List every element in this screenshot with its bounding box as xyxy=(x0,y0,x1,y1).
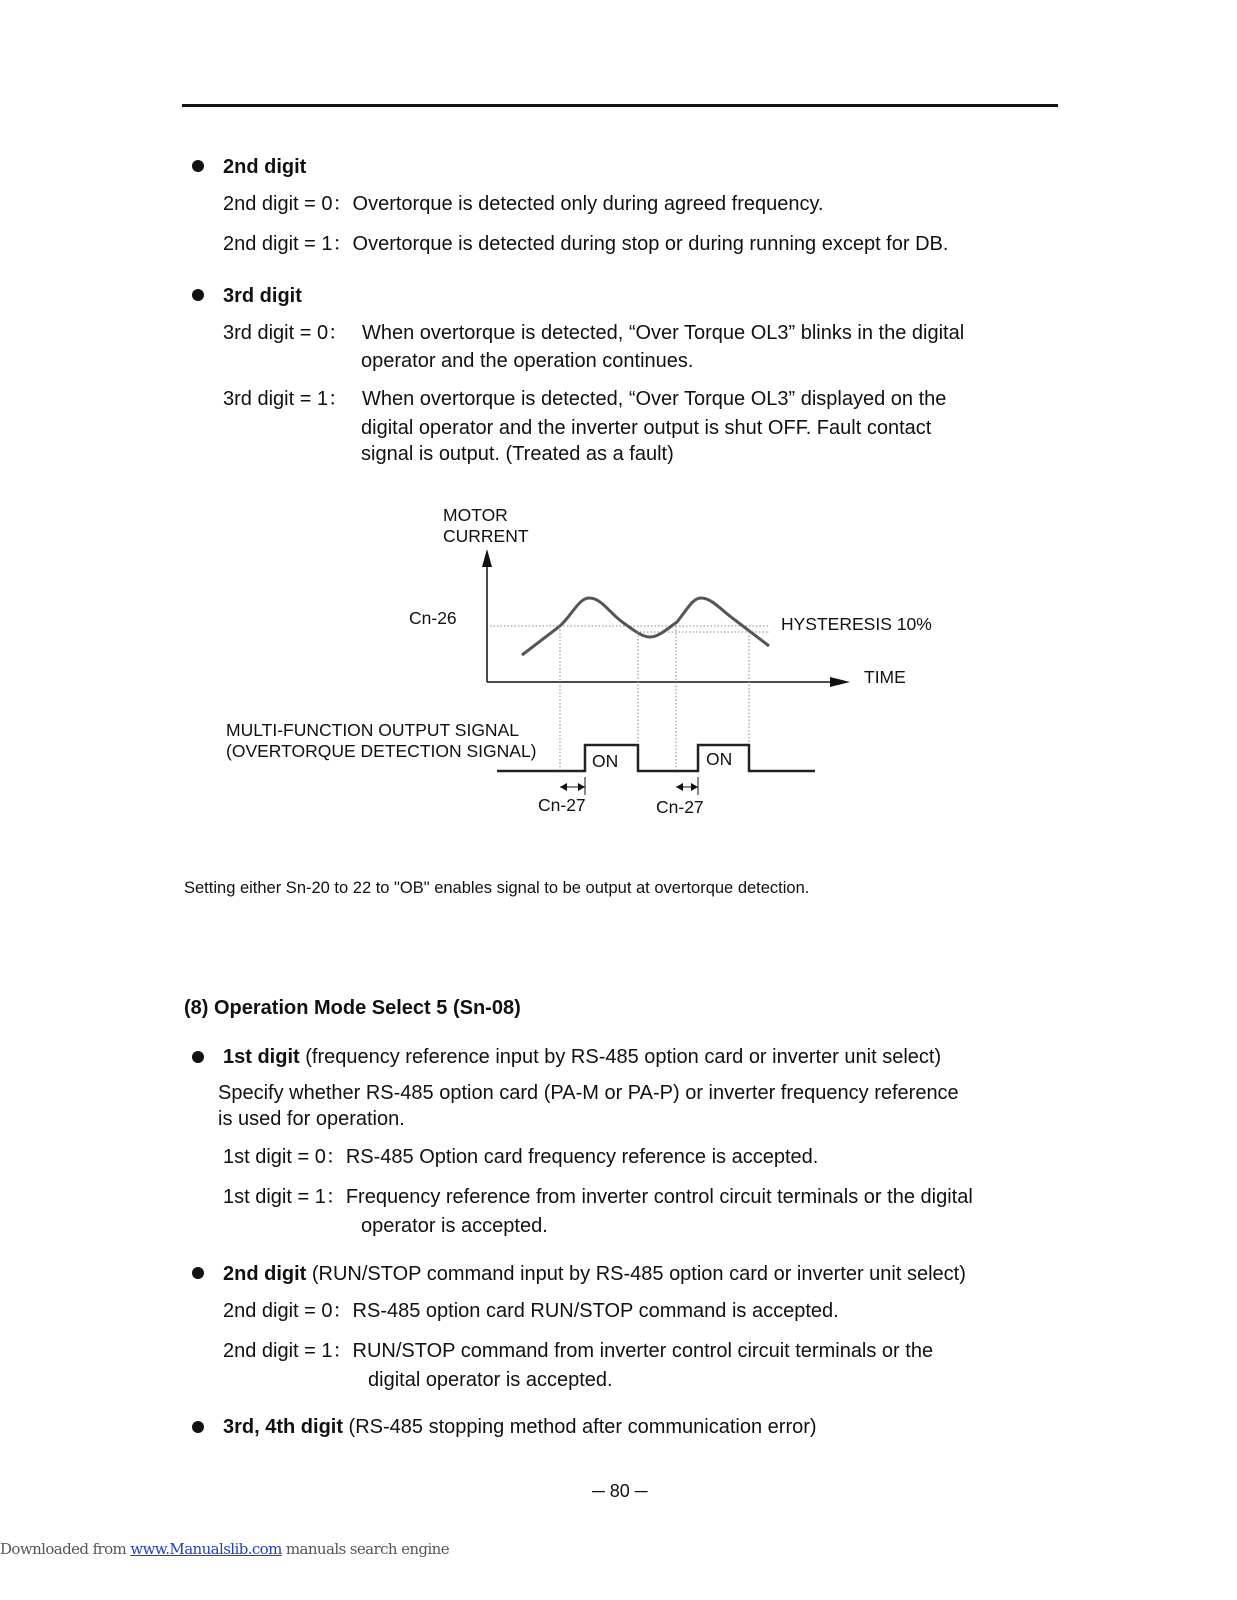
2nd-digit-1-text: 2nd digit = 1：Overtorque is detected during stop or during running except for DB. xyxy=(223,233,949,255)
arrow-right-icon xyxy=(578,783,585,791)
bullet-icon xyxy=(192,1267,204,1279)
page-number: ─ 80 ─ xyxy=(592,1481,648,1501)
heading-2nd-digit: 2nd digit xyxy=(223,156,307,178)
1st-digit-0-text: 1st digit = 0：RS-485 Option card frequency reference is accepted. xyxy=(223,1146,819,1168)
2nd-digit-mode-1-text-1: 2nd digit = 1：RUN/STOP command from inverter control circuit terminals or the xyxy=(223,1340,934,1362)
3rd-digit-0-prefix: 3rd digit = 0： xyxy=(223,322,349,344)
3rd-digit-0-text-2: operator and the operation continues. xyxy=(361,350,694,372)
x-axis-label: TIME xyxy=(864,667,906,687)
heading-1st-digit: 1st digit (frequency reference input by RS-485 option card or inverter unit select) xyxy=(223,1046,942,1068)
footer-suffix: manuals search engine xyxy=(281,1540,449,1558)
manualslib-link[interactable]: www.Manualslib.com xyxy=(130,1540,282,1558)
download-footer xyxy=(0,1540,449,1558)
y-axis-arrow-icon xyxy=(482,549,492,567)
heading-3rd-4th-digit: 3rd, 4th digit (RS-485 stopping method after communication error) xyxy=(223,1416,817,1438)
arrow-left-icon xyxy=(676,783,683,791)
1st-digit-1-text-1: 1st digit = 1：Frequency reference from inverter control circuit terminals or the digital xyxy=(223,1186,973,1208)
arrow-right-icon xyxy=(691,783,698,791)
y-axis-label-1: MOTOR xyxy=(443,505,508,525)
3rd-digit-1-text-2: digital operator and the inverter output is shut OFF. Fault contact xyxy=(361,417,932,439)
y-axis-label-2: CURRENT xyxy=(443,526,529,546)
heading-2nd-digit-mode: 2nd digit (RUN/STOP command input by RS-485 option card or inverter unit select) xyxy=(223,1263,966,1285)
3rd-digit-1-prefix: 3rd digit = 1： xyxy=(223,388,349,410)
threshold-label: Cn-26 xyxy=(409,608,457,628)
output-signal-waveform xyxy=(497,745,815,771)
1st-digit-desc-2: is used for operation. xyxy=(218,1108,405,1130)
1st-digit-desc-1: Specify whether RS-485 option card (PA-M or PA-P) or inverter frequency reference xyxy=(218,1082,959,1104)
arrow-left-icon xyxy=(560,783,567,791)
footer-prefix: Downloaded from xyxy=(0,1540,131,1558)
on-label-1: ON xyxy=(592,751,619,771)
note-text: Setting either Sn-20 to 22 to "OB" enables signal to be output at overtorque detection. xyxy=(184,879,810,897)
bullet-icon xyxy=(192,1051,204,1063)
bullet-icon xyxy=(192,1421,204,1433)
2nd-digit-0-text: 2nd digit = 0：Overtorque is detected only during agreed frequency. xyxy=(223,193,824,215)
signal-label-1: MULTI-FUNCTION OUTPUT SIGNAL xyxy=(226,720,519,740)
x-axis-arrow-icon xyxy=(830,677,850,687)
1st-digit-1-text-2: operator is accepted. xyxy=(361,1215,548,1237)
delay-label-1: Cn-27 xyxy=(538,795,586,815)
3rd-digit-0-text-1: When overtorque is detected, “Over Torque OL3” blinks in the digital xyxy=(362,322,965,344)
delay-label-2: Cn-27 xyxy=(656,797,704,817)
section-title: (8) Operation Mode Select 5 (Sn-08) xyxy=(184,997,521,1019)
heading-3rd-digit: 3rd digit xyxy=(223,285,302,307)
2nd-digit-mode-1-text-2: digital operator is accepted. xyxy=(368,1369,613,1391)
2nd-digit-mode-0-text: 2nd digit = 0：RS-485 option card RUN/STOP command is accepted. xyxy=(223,1300,839,1322)
signal-label-2: (OVERTORQUE DETECTION SIGNAL) xyxy=(226,741,537,761)
on-label-2: ON xyxy=(706,749,733,769)
hysteresis-label: HYSTERESIS 10% xyxy=(781,614,932,634)
3rd-digit-1-text-1: When overtorque is detected, “Over Torque OL3” displayed on the xyxy=(362,388,947,410)
3rd-digit-1-text-3: signal is output. (Treated as a fault) xyxy=(361,443,674,465)
